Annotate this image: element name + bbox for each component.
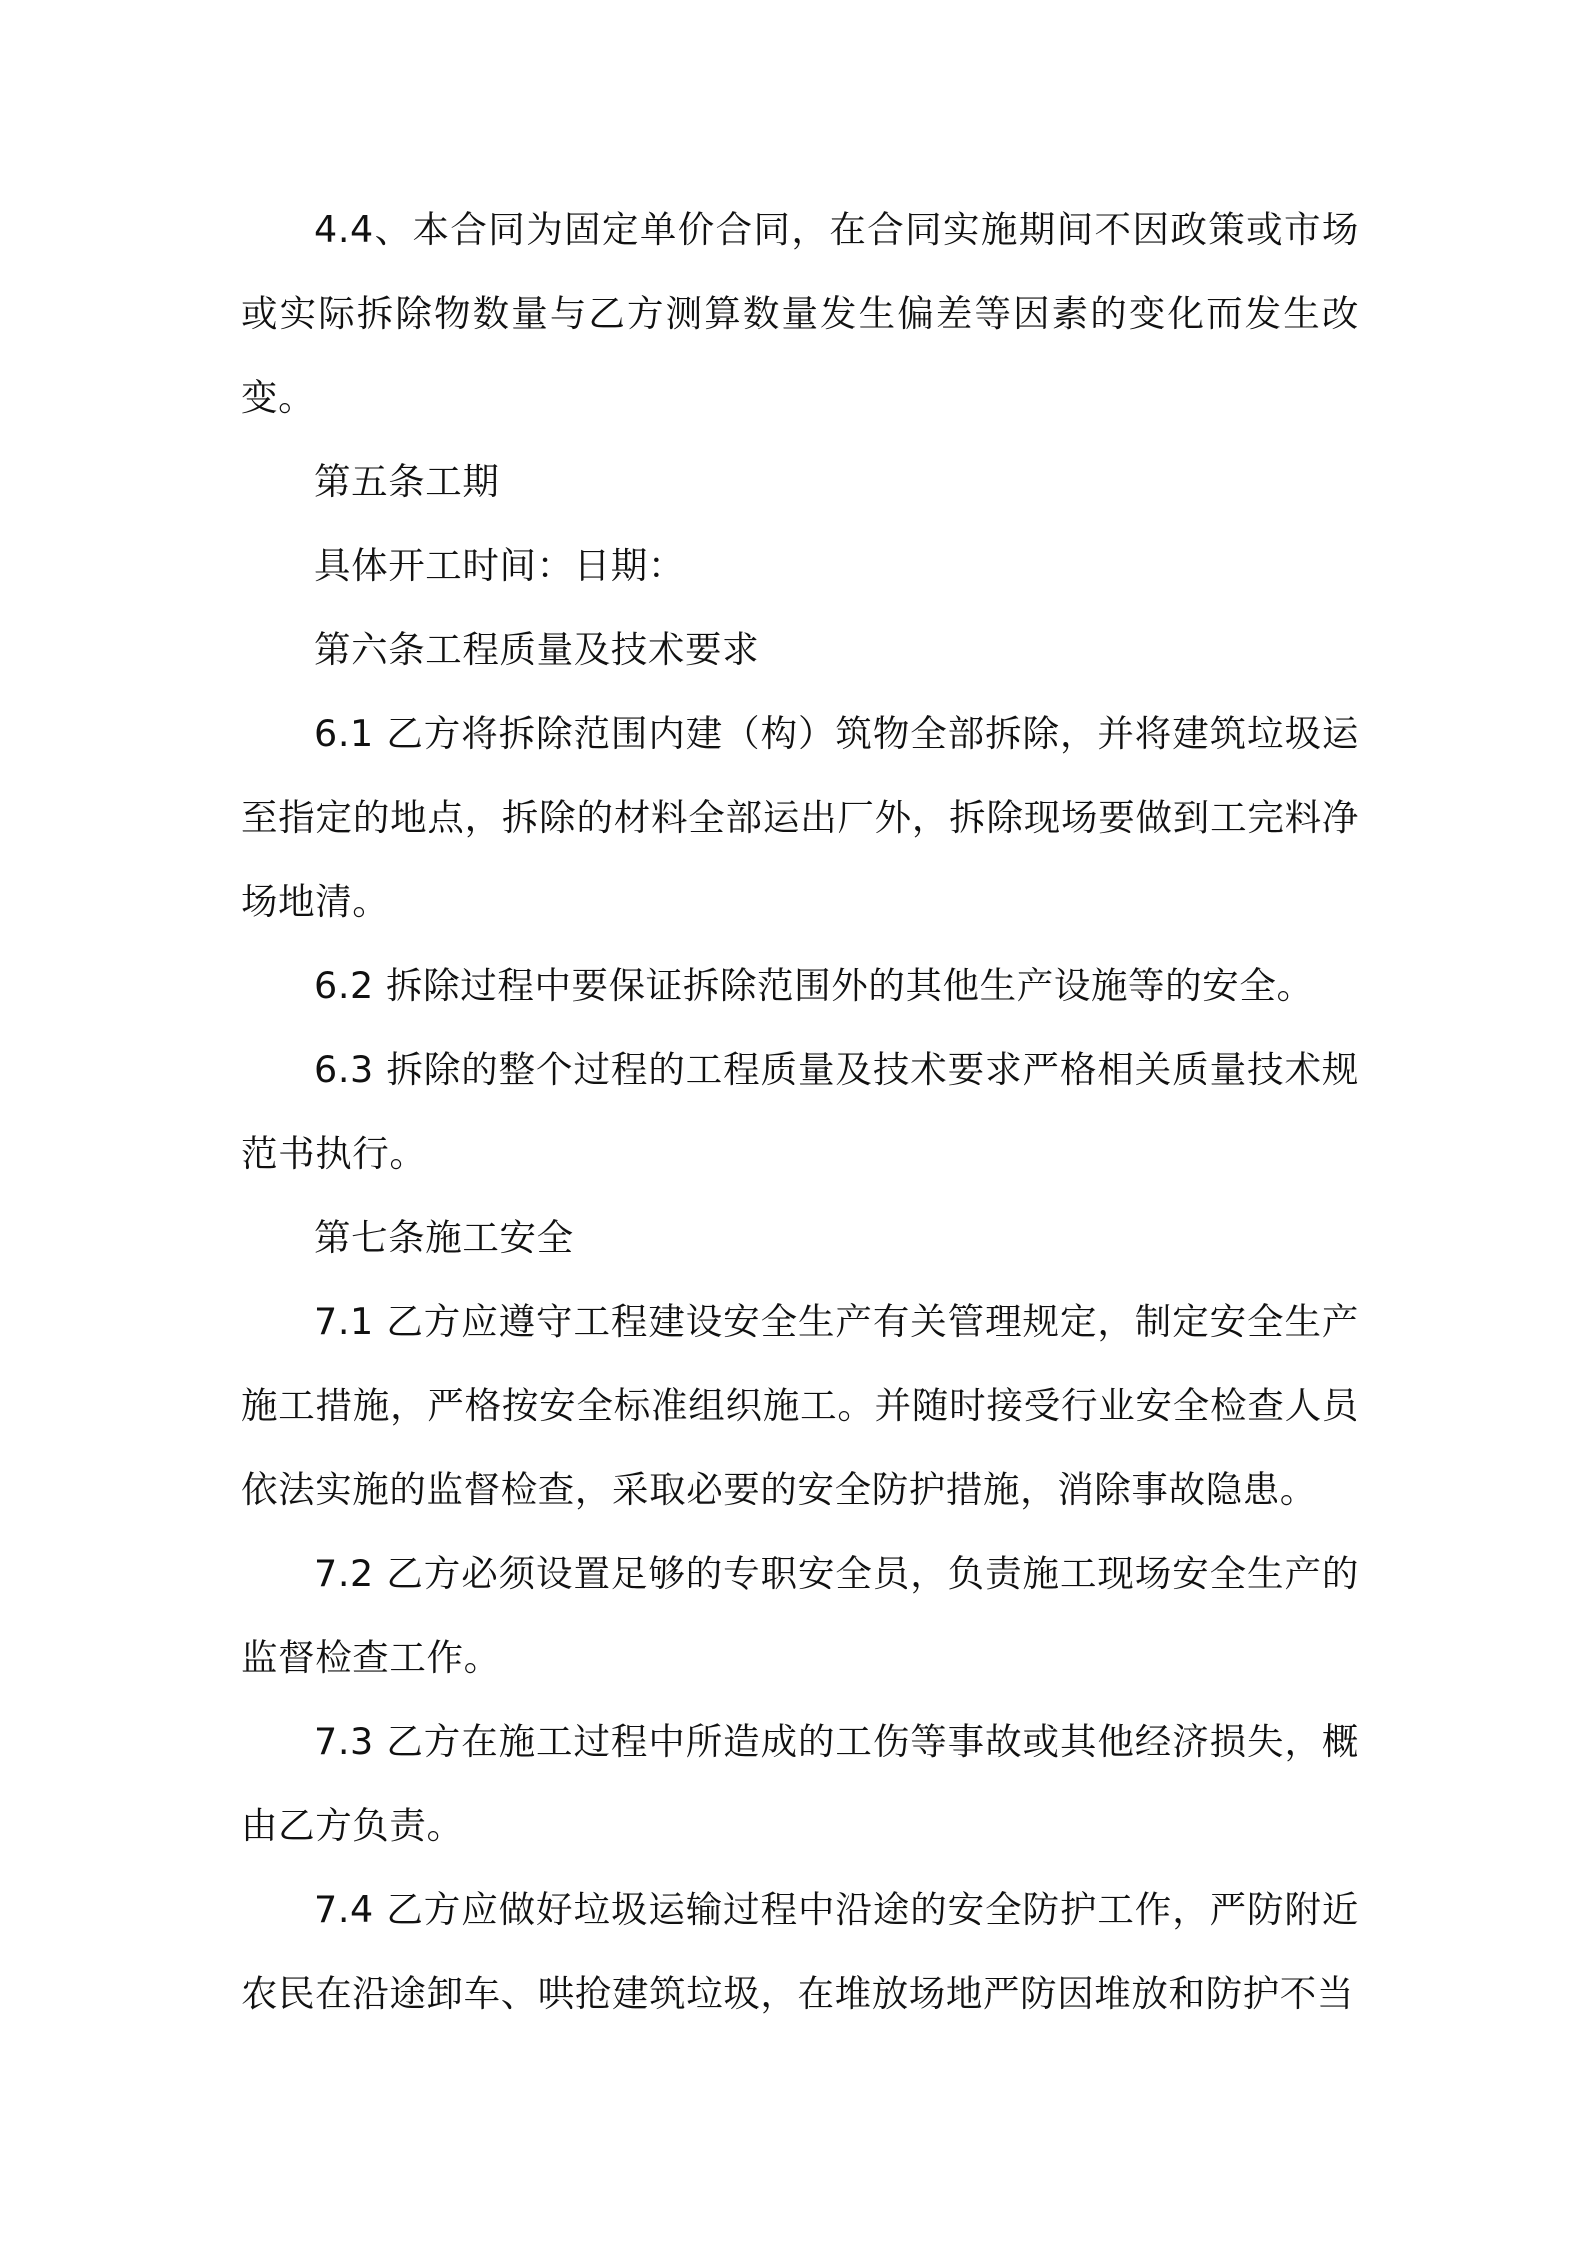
article-6-heading: 第六条工程质量及技术要求 (314, 628, 760, 671)
clause-7-1: 7.1 乙方应遵守工程建设安全生产有关管理规定，制定安全生产施工措施，严格按安全标准组织施工。并随时接受行业安全检查人员依法实施的监督检查，采取必要的安全防护措施，消除事故隐患。 (241, 1300, 1359, 1511)
start-time-line: 具体开工时间：日期： (314, 544, 685, 587)
clause-7-2: 7.2 乙方必须设置足够的专职安全员，负责施工现场安全生产的监督检查工作。 (241, 1552, 1359, 1679)
clause-6-1: 6.1 乙方将拆除范围内建（构）筑物全部拆除，并将建筑垃圾运至指定的地点，拆除的材料全部运出厂外，拆除现场要做到工完料净场地清。 (241, 712, 1359, 923)
clause-4-4: 4.4、本合同为固定单价合同，在合同实施期间不因政策或市场或实际拆除物数量与乙方测算数量发生偏差等因素的变化而发生改变。 (241, 208, 1359, 419)
article-7-heading: 第七条施工安全 (314, 1216, 574, 1259)
clause-6-3: 6.3 拆除的整个过程的工程质量及技术要求严格相关质量技术规范书执行。 (241, 1048, 1359, 1175)
clause-7-3: 7.3 乙方在施工过程中所造成的工伤等事故或其他经济损失，概由乙方负责。 (241, 1720, 1359, 1847)
article-5-heading: 第五条工期 (314, 460, 500, 503)
document-body (241, 188, 1359, 2036)
clause-6-2: 6.2 拆除过程中要保证拆除范围外的其他生产设施等的安全。 (314, 964, 1314, 1007)
clause-7-4: 7.4 乙方应做好垃圾运输过程中沿途的安全防护工作，严防附近农民在沿途卸车、哄抢建筑垃圾，在堆放场地严防因堆放和防护不当 (241, 1888, 1359, 2015)
